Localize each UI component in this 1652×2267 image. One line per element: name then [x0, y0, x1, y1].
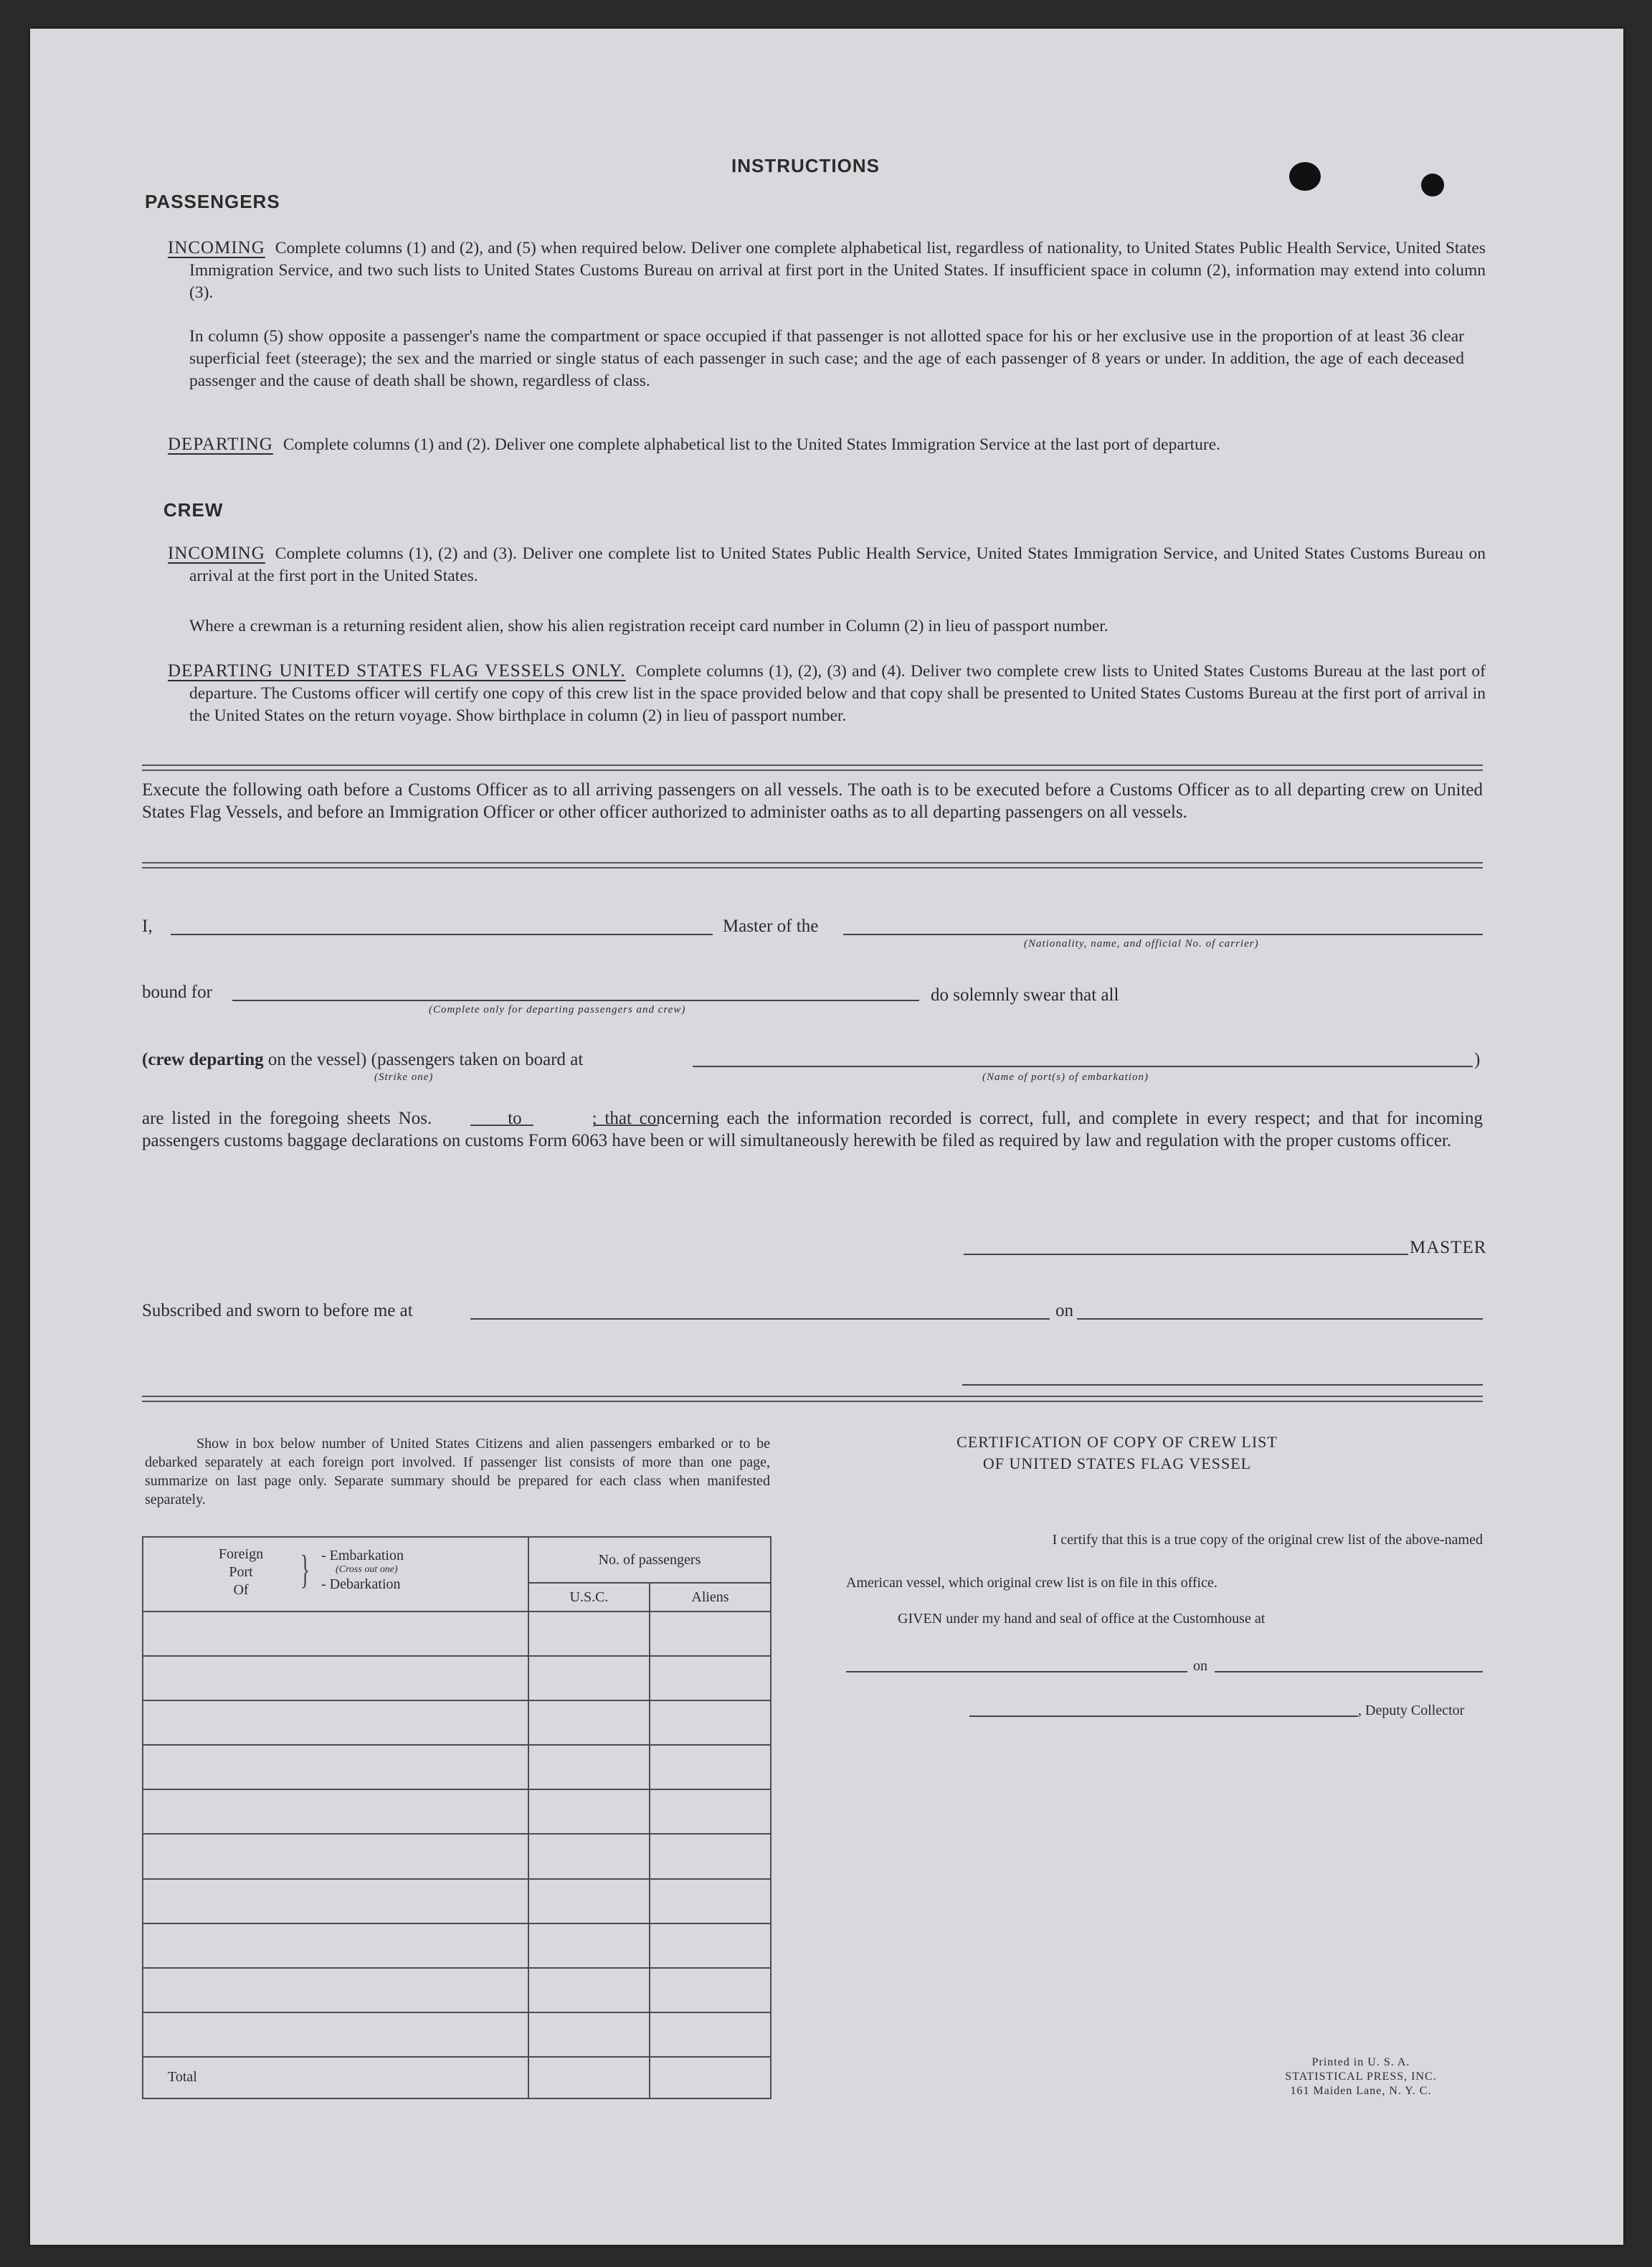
- imprint-line3: 161 Maiden Lane, N. Y. C.: [1290, 2085, 1432, 2097]
- master-name-field[interactable]: [171, 934, 713, 935]
- bound-for-field[interactable]: [232, 1000, 919, 1001]
- section-divider: [142, 862, 1483, 869]
- embarkation-ports-field[interactable]: [693, 1066, 1473, 1067]
- form-sheet: [30, 29, 1623, 2245]
- cross-out-label: (Cross out one): [336, 1563, 398, 1575]
- oath-intro: Execute the following oath before a Customs Officer as to all arriving passengers on all vessels. The oath is to be executed before a Customs Officer as to all departing crew on United States Flag Vessels, and before an Immigration Officer or other officer authorized to administer oaths as to all departing passengers on all vessels.: [142, 780, 1483, 822]
- port-label-foreign: Foreign: [218, 1546, 264, 1562]
- swear-label: do solemnly swear that all: [931, 985, 1119, 1005]
- master-sig-label: MASTER: [1410, 1238, 1487, 1257]
- listed-to-text: to: [508, 1109, 522, 1128]
- passengers-heading: PASSENGERS: [145, 191, 280, 212]
- aliens-total-cell[interactable]: [650, 2057, 771, 2098]
- customhouse-field[interactable]: [846, 1671, 1187, 1672]
- listed-post-text: ; that concerning each the information recorded is correct, full, and complete in every respect; and that for incoming passengers customs baggage declarations on customs Form 6063 have been or will simultaneously herewith be filed as required by law and regulation with the proper customs officer.: [142, 1109, 1483, 1150]
- port-cell[interactable]: [143, 2012, 528, 2057]
- oath-i-label: I,: [142, 917, 153, 936]
- passengers-departing-instructions: [168, 433, 1486, 456]
- crew-departing-label: DEPARTING UNITED STATES FLAG VESSELS ONLY.: [168, 661, 626, 681]
- port-cell[interactable]: [143, 1789, 528, 1834]
- usc-cell[interactable]: [528, 1834, 650, 1878]
- debarkation-label: - Debarkation: [321, 1576, 401, 1592]
- usc-cell[interactable]: [528, 1611, 650, 1656]
- port-label-port: Port: [229, 1563, 253, 1580]
- total-label: Total: [143, 2057, 528, 2098]
- sworn-place-field[interactable]: [470, 1318, 1050, 1320]
- certification-title-line2: OF UNITED STATES FLAG VESSEL: [982, 1454, 1252, 1472]
- deputy-collector-label: , Deputy Collector: [1358, 1703, 1465, 1718]
- passenger-summary-table: [142, 1536, 772, 2099]
- port-cell[interactable]: [143, 1611, 528, 1656]
- aliens-cell[interactable]: [650, 1656, 771, 1700]
- close-paren: ): [1474, 1050, 1481, 1069]
- master-signature-field[interactable]: [964, 1254, 1408, 1255]
- aliens-cell[interactable]: [650, 1834, 771, 1878]
- subscribed-label: Subscribed and sworn to before me at: [142, 1301, 413, 1320]
- crew-departing-text: Complete columns (1), (2), (3) and (4). Deliver two complete crew lists to United States Customs Bureau at the last port of departure. The Customs officer will certify one copy of this crew list in the space provided below and that copy shall be presented to United States Customs Bureau at the first port of arrival in the United States on the return voyage. Show birthplace in column (2) in lieu of passport number.: [189, 662, 1486, 725]
- passengers-departing-text: Complete columns (1) and (2). Deliver one complete alphabetical list to the United States Immigration Service at the last port of departure.: [283, 435, 1220, 454]
- column5-instructions: In column (5) show opposite a passenger's name the compartment or space occupied if that passenger is not allotted space for his or her exclusive use in the proportion of at least 36 clear superficial feet (steerage); the sex and the married or single status of each passenger in such case; and the age of each passenger of 8 years or under. In addition, the age of each deceased passenger and the cause of death shall be shown, regardless of class.: [189, 327, 1464, 390]
- aliens-cell[interactable]: [650, 1923, 771, 1968]
- bound-for-caption: (Complete only for departing passengers and crew): [429, 1004, 686, 1016]
- sworn-on-label: on: [1055, 1301, 1073, 1320]
- crew-incoming-text: Complete columns (1), (2) and (3). Deliver one complete list to United States Public Health Service, United States Immigration Service, and United States Customs Bureau on arrival at the first port in the United States.: [189, 544, 1486, 585]
- port-cell[interactable]: [143, 1834, 528, 1878]
- ink-blot: [1289, 162, 1321, 191]
- port-cell[interactable]: [143, 1923, 528, 1968]
- page-title: INSTRUCTIONS: [731, 155, 880, 176]
- usc-cell[interactable]: [528, 1968, 650, 2012]
- strike-one-caption: (Strike one): [374, 1071, 434, 1083]
- port-header-cell: [143, 1537, 528, 1611]
- passengers-taken-text: (passengers taken on board at: [371, 1050, 584, 1069]
- given-line: GIVEN under my hand and seal of office at the Customhouse at: [898, 1611, 1266, 1627]
- aliens-cell[interactable]: [650, 1700, 771, 1745]
- carrier-field[interactable]: [843, 934, 1483, 935]
- passengers-departing-label: DEPARTING: [168, 435, 273, 454]
- aliens-cell[interactable]: [650, 1879, 771, 1923]
- imprint-line1: Printed in U. S. A.: [1311, 2056, 1410, 2068]
- port-cell[interactable]: [143, 1968, 528, 2012]
- printer-imprint: [1253, 2055, 1468, 2098]
- usc-cell[interactable]: [528, 1656, 650, 1700]
- usc-cell[interactable]: [528, 1745, 650, 1789]
- master-of-label: Master of the: [723, 917, 819, 936]
- cert-date-field[interactable]: [1215, 1671, 1483, 1672]
- port-cell[interactable]: [143, 1745, 528, 1789]
- crew-incoming-label: INCOMING: [168, 544, 265, 563]
- crew-incoming-instructions: [168, 542, 1486, 587]
- usc-cell[interactable]: [528, 2012, 650, 2057]
- port-cell[interactable]: [143, 1656, 528, 1700]
- port-label-of: Of: [233, 1581, 249, 1598]
- sworn-date-field[interactable]: [1077, 1318, 1483, 1320]
- usc-cell[interactable]: [528, 1879, 650, 1923]
- port-cell[interactable]: [143, 1700, 528, 1745]
- section-divider: [142, 1396, 1483, 1402]
- crew-heading: CREW: [163, 499, 224, 521]
- vessel-line: [142, 1049, 583, 1071]
- passengers-incoming-text: Complete columns (1) and (2), and (5) when required below. Deliver one complete alphabetical list, regardless of nationality, to United States Public Health Service, United States Immigration Service, and two such lists to United States Customs Bureau on arrival at first port in the United States. If insufficient space in column (2), information may extend into column (3).: [189, 239, 1486, 302]
- aliens-cell[interactable]: [650, 1789, 771, 1834]
- crew-departing-instructions: [168, 660, 1486, 727]
- usc-total-cell[interactable]: [528, 2057, 650, 2098]
- certification-title-line1: CERTIFICATION OF COPY OF CREW LIST: [956, 1433, 1278, 1451]
- aliens-cell[interactable]: [650, 2012, 771, 2057]
- embarkation-caption: (Name of port(s) of embarkation): [982, 1071, 1149, 1083]
- listed-pre-text: are listed in the foregoing sheets Nos.: [142, 1109, 432, 1128]
- aliens-cell[interactable]: [650, 1611, 771, 1656]
- carrier-caption: (Nationality, name, and official No. of carrier): [1024, 938, 1259, 950]
- aliens-cell[interactable]: [650, 1968, 771, 2012]
- section-divider: [142, 765, 1483, 771]
- certify-line-1: I certify that this is a true copy of the original crew list of the above-named: [1052, 1532, 1483, 1548]
- usc-cell[interactable]: [528, 1700, 650, 1745]
- aliens-cell[interactable]: [650, 1745, 771, 1789]
- listed-sheets-paragraph: [142, 1107, 1483, 1152]
- certify-line-2: American vessel, which original crew list is on file in this office.: [846, 1575, 1217, 1591]
- imprint-line2: STATISTICAL PRESS, INC.: [1285, 2070, 1437, 2083]
- crew-resident-alien-note: Where a crewman is a returning resident alien, show his alien registration receipt card number in Column (2) in lieu of passport number.: [189, 617, 1109, 635]
- passengers-incoming-instructions: [168, 237, 1486, 304]
- aliens-header: Aliens: [650, 1583, 771, 1611]
- port-cell[interactable]: [143, 1879, 528, 1923]
- embarkation-label: - Embarkation: [321, 1547, 404, 1563]
- on-the-vessel-text: on the vessel): [267, 1050, 367, 1069]
- brace-mark: }: [300, 1547, 310, 1592]
- certification-title: [909, 1431, 1325, 1475]
- usc-header: U.S.C.: [528, 1583, 650, 1611]
- passengers-incoming-label: INCOMING: [168, 238, 265, 257]
- usc-cell[interactable]: [528, 1789, 650, 1834]
- summary-instructions: Show in box below number of United States Citizens and alien passengers embarked or to be debarked separately at each foreign port involved. If passenger list consists of more than one page, summarize on last page only. Separate summary should be prepared for each class when manifested separately.: [145, 1436, 770, 1508]
- crew-departing-text: (crew departing: [142, 1050, 264, 1069]
- usc-cell[interactable]: [528, 1923, 650, 1968]
- officer-signature-field[interactable]: [962, 1384, 1483, 1386]
- deputy-signature-field[interactable]: [969, 1715, 1358, 1717]
- bound-for-label: bound for: [142, 983, 212, 1002]
- no-passengers-header: No. of passengers: [528, 1537, 771, 1583]
- cert-on-label: on: [1193, 1658, 1207, 1674]
- punch-hole: [1421, 174, 1444, 197]
